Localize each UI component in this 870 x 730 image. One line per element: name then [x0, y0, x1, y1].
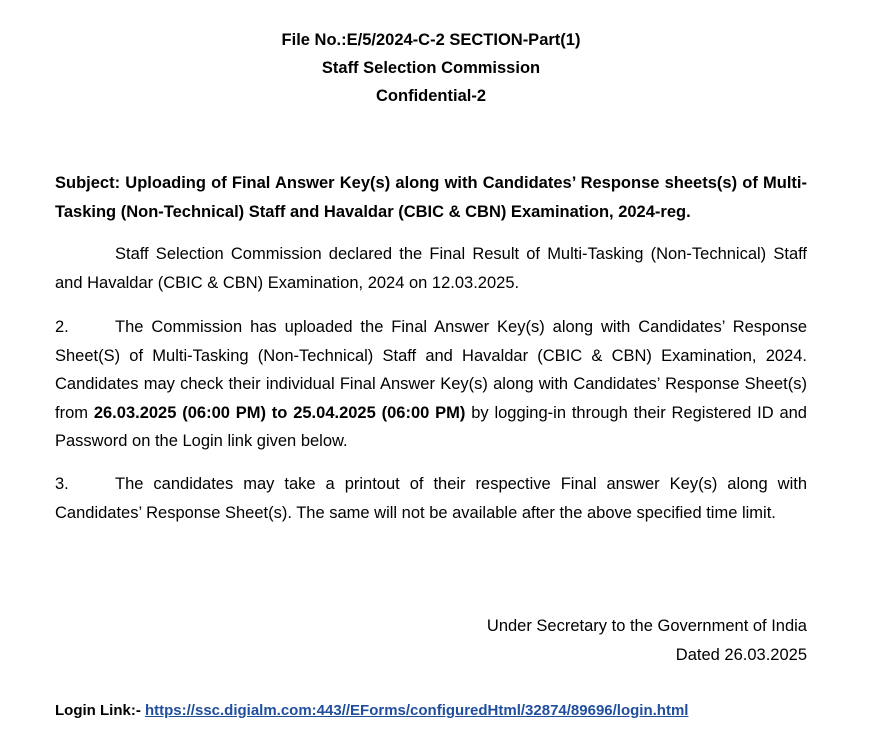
login-line — [55, 702, 688, 719]
signatory-date: Dated 26.03.2025 — [675, 646, 807, 664]
classification-label: Confidential-2 — [376, 87, 486, 105]
paragraph-3-number: 3. — [55, 475, 69, 493]
paragraph-2-text-before: The Commission has uploaded the Final Answer Key(s) along with Candidates’ Response Sheet(S) of Multi-Tasking (Non-Technical) Staff and Havaldar (CBIC & CBN) Examination, 2024. Candidates may check their individual Final Answer Key(s) along with Candidates’ Response Sheet(s) from — [55, 318, 807, 422]
paragraph-2-text-after: by logging-in through their Registered ID and Password on the Login link given below. — [55, 403, 807, 450]
signatory-designation: Under Secretary to the Government of India — [486, 617, 807, 635]
subject-line: Subject: Uploading of Final Answer Key(s) along with Candidates’ Response sheets(s) of Multi-Tasking (Non-Technical) Staff and Havaldar (CBIC & CBN) Examination, 2024-reg. — [55, 174, 807, 221]
paragraph-3 — [55, 470, 807, 527]
file-number: File No.:E/5/2024-C-2 SECTION-Part(1) — [281, 31, 581, 49]
paragraph-1: Staff Selection Commission declared the Final Result of Multi-Tasking (Non-Technical) Staff and Havaldar (CBIC & CBN) Examination, 2024 on 12.03.2025. — [55, 245, 807, 292]
paragraph-2-number: 2. — [55, 318, 69, 336]
organization-name: Staff Selection Commission — [321, 59, 541, 77]
paragraph-3-text: The candidates may take a printout of their respective Final answer Key(s) along with Candidates’ Response Sheet(s). The same will not be available after the above specified time limit. — [55, 475, 807, 522]
login-link[interactable]: https://ssc.digialm.com:443//EForms/configuredHtml/32874/89696/login.html — [144, 702, 689, 719]
paragraph-2-dates: 26.03.2025 (06:00 PM) to 25.04.2025 (06:00 PM) — [93, 403, 466, 422]
login-label: Login Link:- — [55, 702, 141, 719]
paragraph-2 — [55, 313, 807, 456]
